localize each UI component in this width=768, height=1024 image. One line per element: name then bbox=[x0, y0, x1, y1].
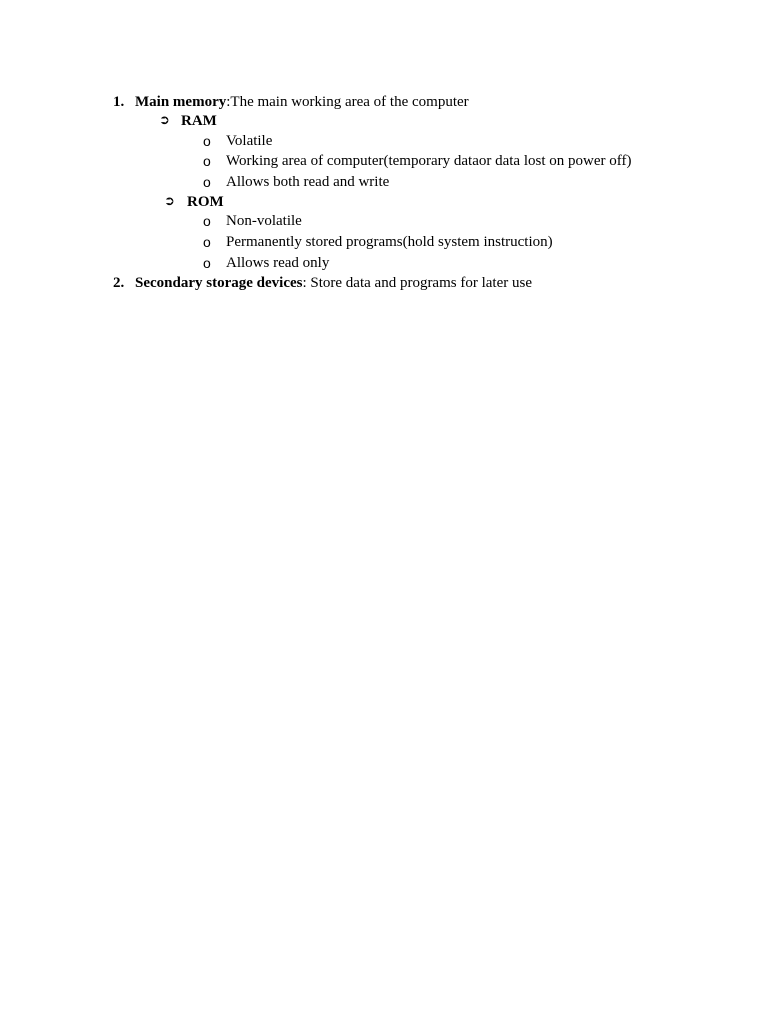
item-description: The main working area of the computer bbox=[230, 94, 469, 110]
circle-bullet-icon: o bbox=[203, 153, 211, 169]
point-text: Working area of computer(temporary dataor data lost on power off) bbox=[226, 153, 632, 169]
item-separator: : bbox=[226, 94, 231, 110]
arrow-bullet-icon: ➲ bbox=[159, 113, 170, 128]
item-term: Secondary storage devices bbox=[135, 275, 303, 291]
sub-item-label: RAM bbox=[181, 113, 217, 129]
point-text: Allows read only bbox=[226, 255, 330, 271]
circle-bullet-icon: o bbox=[203, 174, 211, 190]
item-term: Main memory bbox=[135, 94, 227, 110]
circle-bullet-icon: o bbox=[203, 234, 211, 250]
sub-item-label: ROM bbox=[187, 194, 224, 210]
item-number: 2. bbox=[113, 275, 125, 291]
item-text bbox=[135, 93, 469, 111]
arrow-bullet-icon: ➲ bbox=[164, 194, 175, 209]
point-text: Volatile bbox=[226, 133, 273, 149]
item-separator: : bbox=[302, 275, 307, 291]
point-text: Non-volatile bbox=[226, 213, 302, 229]
item-text bbox=[135, 274, 532, 292]
point-text: Permanently stored programs(hold system instruction) bbox=[226, 234, 553, 250]
item-number: 1. bbox=[113, 94, 125, 110]
item-description: Store data and programs for later use bbox=[306, 275, 532, 291]
point-text: Allows both read and write bbox=[226, 174, 390, 190]
circle-bullet-icon: o bbox=[203, 133, 211, 149]
circle-bullet-icon: o bbox=[203, 213, 211, 229]
circle-bullet-icon: o bbox=[203, 255, 211, 271]
